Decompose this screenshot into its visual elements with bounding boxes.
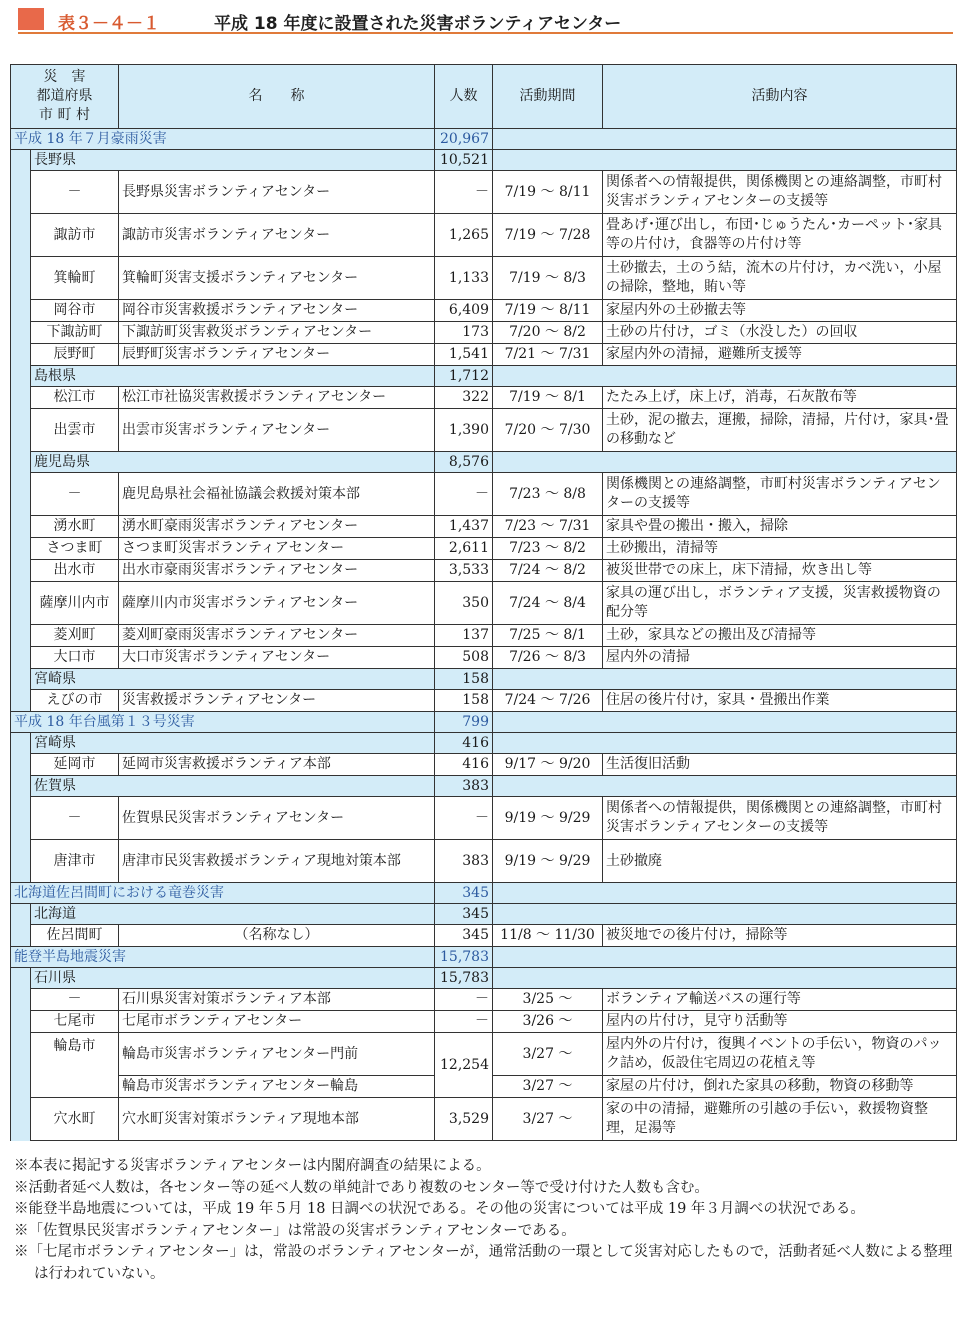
activity-period: 7/21 ～ 7/31	[493, 344, 603, 366]
activity-content: 住居の後片付け，家具・畳搬出作業	[603, 690, 957, 712]
center-name: 岡谷市災害救援ボランティアセンター	[119, 300, 435, 322]
activity-content: 屋内の片付け，見守り活動等	[603, 1011, 957, 1033]
gutter-cell	[11, 733, 31, 754]
gutter-cell	[11, 150, 31, 171]
table-row	[11, 647, 957, 669]
people-count: 12,254	[435, 1033, 493, 1098]
disaster-name: 平成 18 年台風第１３号災害	[11, 712, 435, 733]
footnote: ※活動者延べ人数は，各センター等の延べ人数の単純計であり複数のセンター等で受け付けた人数も含む。	[14, 1179, 709, 1196]
activity-content: たたみ上げ，床上げ，消毒，石灰散布等	[603, 387, 957, 409]
prefecture-filler	[493, 366, 957, 387]
people-count: －	[435, 171, 493, 214]
activity-period: 3/27 ～	[493, 1098, 603, 1141]
disaster-filler	[493, 883, 957, 904]
prefecture-total: 15,783	[435, 968, 493, 989]
disaster-row	[11, 129, 957, 150]
municipality: 出雲市	[31, 409, 119, 452]
prefecture-total: 8,576	[435, 452, 493, 473]
gutter-cell	[11, 538, 31, 560]
activity-content: 関係機関との連絡調整，市町村災害ボランティアセンターの支援等	[603, 473, 957, 516]
municipality: 岡谷市	[31, 300, 119, 322]
people-count: 322	[435, 387, 493, 409]
prefecture-filler	[493, 968, 957, 989]
disaster-row	[11, 712, 957, 733]
prefecture-row	[11, 776, 957, 797]
prefecture-filler	[493, 733, 957, 754]
gutter-cell	[11, 625, 31, 647]
disaster-name: 能登半島地震災害	[11, 947, 435, 968]
table-row	[11, 214, 957, 257]
municipality: －	[31, 473, 119, 516]
table-row	[11, 1098, 957, 1141]
disaster-total: 15,783	[435, 947, 493, 968]
center-name: 鹿児島県社会福祉協議会救援対策本部	[119, 473, 435, 516]
table-row	[11, 625, 957, 647]
header-pref-line: 災 害	[43, 69, 86, 85]
gutter-cell	[11, 214, 31, 257]
center-name: 諏訪市災害ボランティアセンター	[119, 214, 435, 257]
activity-content: 土砂，家具などの搬出及び清掃等	[603, 625, 957, 647]
header-pref-line: 市 町 村	[39, 107, 90, 123]
municipality: 大口市	[31, 647, 119, 669]
table-row	[11, 387, 957, 409]
people-count: 137	[435, 625, 493, 647]
center-name: 災害救援ボランティアセンター	[119, 690, 435, 712]
center-name: 箕輪町災害支援ボランティアセンター	[119, 257, 435, 300]
gutter-cell	[11, 1011, 31, 1033]
people-count: 508	[435, 647, 493, 669]
disaster-name: 北海道佐呂間町における竜巻災害	[11, 883, 435, 904]
gutter-cell	[11, 516, 31, 538]
center-name: 輪島市災害ボランティアセンター門前	[119, 1033, 435, 1076]
activity-period: 7/24 ～ 8/2	[493, 560, 603, 582]
table-row	[11, 344, 957, 366]
prefecture-row	[11, 150, 957, 171]
table-title	[18, 6, 953, 34]
prefecture-filler	[493, 669, 957, 690]
activity-content: 家の中の清掃，避難所の引越の手伝い，救援物資整理，足湯等	[603, 1098, 957, 1141]
municipality: 湧水町	[31, 516, 119, 538]
people-count: 1,133	[435, 257, 493, 300]
table-row	[11, 1033, 957, 1076]
prefecture-filler	[493, 452, 957, 473]
prefecture-name: 島根県	[31, 366, 435, 387]
municipality: 唐津市	[31, 840, 119, 883]
footnote: ※「七尾市ボランティアセンター」は，常設のボランティアセンターが，通常活動の一環として災害対応したもので，活動者延べ人数による整理は行われていない。	[14, 1244, 953, 1282]
activity-content: 被災世帯での床上，床下清掃，炊き出し等	[603, 560, 957, 582]
activity-content: 関係者への情報提供，関係機関との連絡調整，市町村災害ボランティアセンターの支援等	[603, 171, 957, 214]
disaster-total: 20,967	[435, 129, 493, 150]
municipality: 辰野町	[31, 344, 119, 366]
prefecture-filler	[493, 776, 957, 797]
activity-period: 3/27 ～	[493, 1033, 603, 1076]
municipality: －	[31, 171, 119, 214]
table-row	[11, 300, 957, 322]
people-count: 158	[435, 690, 493, 712]
municipality: 輪島市	[31, 1033, 119, 1098]
disaster-filler	[493, 712, 957, 733]
prefecture-total: 158	[435, 669, 493, 690]
municipality: 薩摩川内市	[31, 582, 119, 625]
prefecture-total: 345	[435, 904, 493, 925]
footnote: ※「佐賀県民災害ボランティアセンター」は常設の災害ボランティアセンターである。	[14, 1222, 576, 1239]
gutter-cell	[11, 171, 31, 214]
municipality: 松江市	[31, 387, 119, 409]
center-name: 長野県災害ボランティアセンター	[119, 171, 435, 214]
prefecture-total: 383	[435, 776, 493, 797]
center-name: 石川県災害対策ボランティア本部	[119, 989, 435, 1011]
center-name: （名称なし）	[119, 925, 435, 947]
gutter-cell	[11, 452, 31, 473]
activity-content: 家屋内外の清掃，避難所支援等	[603, 344, 957, 366]
activity-content: 土砂撤廃	[603, 840, 957, 883]
table-row	[11, 560, 957, 582]
activity-content: 家屋の片付け，倒れた家具の移動，物資の移動等	[603, 1076, 957, 1098]
activity-content: 家屋内外の土砂撤去等	[603, 300, 957, 322]
people-count: －	[435, 989, 493, 1011]
gutter-cell	[11, 776, 31, 797]
activity-period: 7/26 ～ 8/3	[493, 647, 603, 669]
gutter-cell	[11, 1076, 31, 1098]
prefecture-row	[11, 366, 957, 387]
table-row	[11, 754, 957, 776]
prefecture-name: 長野県	[31, 150, 435, 171]
prefecture-total: 416	[435, 733, 493, 754]
prefecture-name: 北海道	[31, 904, 435, 925]
footnote: ※能登半島地震については，平成 19 年５月 18 日調べの状況である。その他の災害については平成 19 年３月調べの状況である。	[14, 1201, 865, 1217]
municipality: 諏訪市	[31, 214, 119, 257]
header-period: 活動期間	[493, 65, 603, 129]
gutter-cell	[11, 989, 31, 1011]
disaster-total: 345	[435, 883, 493, 904]
people-count: 3,533	[435, 560, 493, 582]
activity-content: 生活復旧活動	[603, 754, 957, 776]
municipality: 出水市	[31, 560, 119, 582]
municipality: 佐呂間町	[31, 925, 119, 947]
activity-period: 7/25 ～ 8/1	[493, 625, 603, 647]
prefecture-name: 石川県	[31, 968, 435, 989]
gutter-cell	[11, 968, 31, 989]
gutter-cell	[11, 582, 31, 625]
activity-period: 11/8 ～ 11/30	[493, 925, 603, 947]
prefecture-name: 鹿児島県	[31, 452, 435, 473]
gutter-cell	[11, 925, 31, 947]
center-name: 七尾市ボランティアセンター	[119, 1011, 435, 1033]
people-count: 345	[435, 925, 493, 947]
municipality: えびの市	[31, 690, 119, 712]
gutter-cell	[11, 366, 31, 387]
gutter-cell	[11, 387, 31, 409]
activity-period: 3/25 ～	[493, 989, 603, 1011]
people-count: 173	[435, 322, 493, 344]
disaster-filler	[493, 129, 957, 150]
activity-content: 土砂撤去，土のう結，流木の片付け，カベ洗い，小屋の掃除，整地，賄い等	[603, 257, 957, 300]
municipality: 穴水町	[31, 1098, 119, 1141]
prefecture-row	[11, 669, 957, 690]
center-name: 出雲市災害ボランティアセンター	[119, 409, 435, 452]
municipality: －	[31, 797, 119, 840]
gutter-cell	[11, 560, 31, 582]
activity-period: 9/19 ～ 9/29	[493, 797, 603, 840]
prefecture-filler	[493, 904, 957, 925]
activity-content: 被災地での後片付け，掃除等	[603, 925, 957, 947]
people-count: －	[435, 473, 493, 516]
prefecture-row	[11, 904, 957, 925]
activity-content: 土砂搬出，清掃等	[603, 538, 957, 560]
activity-content: ボランティア輸送バスの運行等	[603, 989, 957, 1011]
center-name: 穴水町災害対策ボランティア現地本部	[119, 1098, 435, 1141]
people-count: 1,541	[435, 344, 493, 366]
activity-content: 土砂の片付け，ゴミ（水没した）の回収	[603, 322, 957, 344]
gutter-cell	[11, 840, 31, 883]
header-name: 名 称	[119, 65, 435, 129]
people-count: 2,611	[435, 538, 493, 560]
municipality: 延岡市	[31, 754, 119, 776]
table-row	[11, 473, 957, 516]
municipality: －	[31, 989, 119, 1011]
prefecture-row	[11, 452, 957, 473]
prefecture-name: 宮崎県	[31, 669, 435, 690]
activity-period: 7/19 ～ 8/1	[493, 387, 603, 409]
center-name: 湧水町豪雨災害ボランティアセンター	[119, 516, 435, 538]
activity-content: 屋内外の清掃	[603, 647, 957, 669]
center-name: 薩摩川内市災害ボランティアセンター	[119, 582, 435, 625]
people-count: 350	[435, 582, 493, 625]
gutter-cell	[11, 344, 31, 366]
activity-content: 土砂，泥の撤去，運搬，掃除，清掃，片付け，家具･畳の移動など	[603, 409, 957, 452]
table-row	[11, 409, 957, 452]
title-marker	[18, 8, 44, 30]
activity-period: 7/23 ～ 8/8	[493, 473, 603, 516]
activity-period: 7/19 ～ 7/28	[493, 214, 603, 257]
volunteer-center-table	[10, 64, 957, 1141]
table-row	[11, 171, 957, 214]
prefecture-total: 10,521	[435, 150, 493, 171]
center-name: 出水市豪雨災害ボランティアセンター	[119, 560, 435, 582]
activity-period: 7/20 ～ 7/30	[493, 409, 603, 452]
activity-period: 9/19 ～ 9/29	[493, 840, 603, 883]
gutter-cell	[11, 669, 31, 690]
gutter-cell	[11, 904, 31, 925]
center-name: 辰野町災害ボランティアセンター	[119, 344, 435, 366]
table-row	[11, 322, 957, 344]
gutter-cell	[11, 754, 31, 776]
header-people: 人数	[435, 65, 493, 129]
municipality: 箕輪町	[31, 257, 119, 300]
center-name: 輪島市災害ボランティアセンター輪島	[119, 1076, 435, 1098]
municipality: 菱刈町	[31, 625, 119, 647]
disaster-total: 799	[435, 712, 493, 733]
gutter-cell	[11, 647, 31, 669]
center-name: 佐賀県民災害ボランティアセンター	[119, 797, 435, 840]
activity-period: 7/19 ～ 8/3	[493, 257, 603, 300]
center-name: 延岡市災害救援ボランティア本部	[119, 754, 435, 776]
gutter-cell	[11, 1033, 31, 1076]
gutter-cell	[11, 690, 31, 712]
disaster-name: 平成 18 年７月豪雨災害	[11, 129, 435, 150]
people-count: 1,265	[435, 214, 493, 257]
center-name: 大口市災害ボランティアセンター	[119, 647, 435, 669]
gutter-cell	[11, 473, 31, 516]
center-name: 松江市社協災害救援ボランティアセンター	[119, 387, 435, 409]
prefecture-row	[11, 968, 957, 989]
activity-period: 7/23 ～ 8/2	[493, 538, 603, 560]
activity-period: 7/19 ～ 8/11	[493, 171, 603, 214]
disaster-row	[11, 883, 957, 904]
disaster-row	[11, 947, 957, 968]
header-prefecture	[11, 65, 119, 129]
people-count: 6,409	[435, 300, 493, 322]
people-count: －	[435, 1011, 493, 1033]
footnotes	[14, 1156, 954, 1285]
table-row	[11, 1011, 957, 1033]
prefecture-filler	[493, 150, 957, 171]
table-row	[11, 257, 957, 300]
table-row	[11, 690, 957, 712]
activity-period: 7/24 ～ 7/26	[493, 690, 603, 712]
people-count: 416	[435, 754, 493, 776]
table-row	[11, 797, 957, 840]
municipality: さつま町	[31, 538, 119, 560]
municipality: 下諏訪町	[31, 322, 119, 344]
table-row	[11, 582, 957, 625]
header-pref-line: 都道府県	[36, 88, 93, 104]
activity-period: 3/26 ～	[493, 1011, 603, 1033]
header-content: 活動内容	[603, 65, 957, 129]
municipality: 七尾市	[31, 1011, 119, 1033]
gutter-cell	[11, 409, 31, 452]
table-row	[11, 925, 957, 947]
table-number: 表３－４－１	[58, 14, 160, 34]
activity-period: 7/23 ～ 7/31	[493, 516, 603, 538]
activity-content: 畳あげ･運び出し，布団･じゅうたん･カーペット･家具等の片付け，食器等の片付け等	[603, 214, 957, 257]
activity-period: 3/27 ～	[493, 1076, 603, 1098]
gutter-cell	[11, 1098, 31, 1141]
people-count: 1,437	[435, 516, 493, 538]
gutter-cell	[11, 797, 31, 840]
table-row	[11, 516, 957, 538]
people-count: 1,390	[435, 409, 493, 452]
disaster-filler	[493, 947, 957, 968]
center-name: 唐津市民災害救援ボランティア現地対策本部	[119, 840, 435, 883]
center-name: さつま町災害ボランティアセンター	[119, 538, 435, 560]
activity-period: 7/19 ～ 8/11	[493, 300, 603, 322]
prefecture-total: 1,712	[435, 366, 493, 387]
people-count: －	[435, 797, 493, 840]
prefecture-name: 佐賀県	[31, 776, 435, 797]
center-name: 下諏訪町災害救災ボランティアセンター	[119, 322, 435, 344]
footnote: ※本表に掲記する災害ボランティアセンターは内閣府調査の結果による。	[14, 1158, 491, 1174]
gutter-cell	[11, 322, 31, 344]
gutter-cell	[11, 257, 31, 300]
activity-content: 関係者への情報提供，関係機関との連絡調整，市町村災害ボランティアセンターの支援等	[603, 797, 957, 840]
prefecture-row	[11, 733, 957, 754]
table-row	[11, 989, 957, 1011]
people-count: 3,529	[435, 1098, 493, 1141]
people-count: 383	[435, 840, 493, 883]
gutter-cell	[11, 300, 31, 322]
prefecture-name: 宮崎県	[31, 733, 435, 754]
activity-content: 家具の運び出し，ボランティア支援，災害救援物資の配分等	[603, 582, 957, 625]
table-header-row	[11, 65, 957, 129]
activity-period: 7/24 ～ 8/4	[493, 582, 603, 625]
activity-period: 9/17 ～ 9/20	[493, 754, 603, 776]
table-caption: 平成 18 年度に設置された災害ボランティアセンター	[214, 14, 622, 34]
table-row	[11, 840, 957, 883]
activity-content: 屋内外の片付け，復興イベントの手伝い，物資のパック詰め，仮設住宅周辺の花植え等	[603, 1033, 957, 1076]
activity-period: 7/20 ～ 8/2	[493, 322, 603, 344]
table-row	[11, 538, 957, 560]
center-name: 菱刈町豪雨災害ボランティアセンター	[119, 625, 435, 647]
activity-content: 家具や畳の搬出・搬入，掃除	[603, 516, 957, 538]
